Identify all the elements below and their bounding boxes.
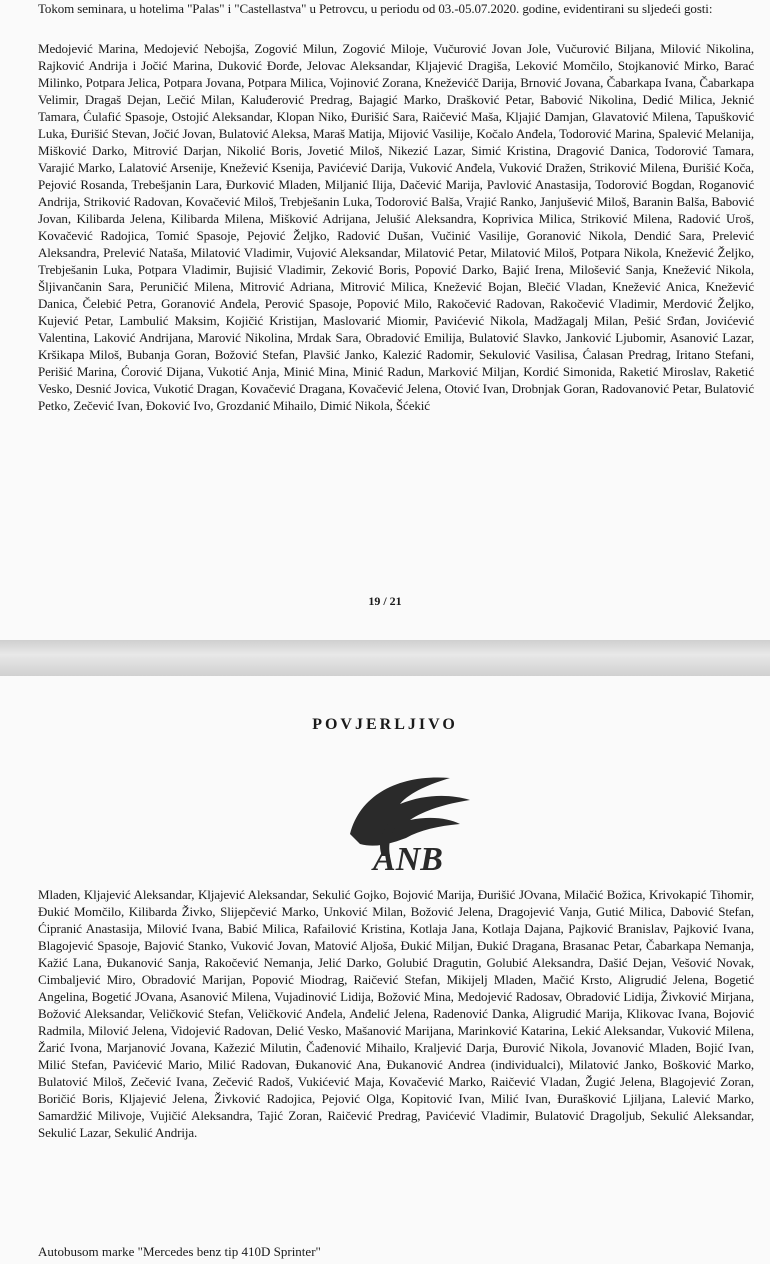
page-number: 19 / 21 [368, 594, 402, 608]
guest-list-part-1: Medojević Marina, Medojević Nebojša, Zogović Milun, Zogović Miloje, Vučurović Jovan Jole, Vučurović Biljana, Milović Nikolina, Rajković Andrija i Jočić Marina, Duković Đorđe, Jelovac Aleksandar, Kljajević Dragiša, Leković Momčilo, Stojkanović Mirko, Barać Milinko, Potpara Jelica, Potpara Jovana, Potpara Milica, Vojinović Zorana, Kneževićč Darija, Brnović Jovana, Čabarkapa Ivana, Čabarkapa Velimir, Dragaš Dejan, Lečić Milan, Kaluđerović Predrag, Bajagić Marko, Drašković Petar, Babović Nikolina, Dedić Milica, Jeknić Tamara, Ćulafić Spasoje, Ostojić Aleksandar, Klopan Niko, Đurišić Sara, Raičević Maša, Kljajić Damjan, Glavatović Milena, Tapušković Luka, Đurišić Stevan, Jočić Jovan, Bulatović Aleksa, Maraš Matija, Mijović Vasilije, Kočalo Anđela, Todorović Marina, Spalević Melanija, Mišković Darko, Mitrović Darjan, Nikolić Boris, Jovetić Miloš, Nikezić Lazar, Simić Kristina, Dragović Danica, Todorović Tamara, Varajić Marko, Lalatović Arsenije, Knežević Ksenija, Pavićević Darija, Vuković Anđela, Vuković Dražen, Striković Milena, Đurišić Koča, Pejović Rosanda, Trebešjanin Lara, Đurković Mladen, Miljanić Ilija, Dačević Marija, Pavlović Anastasija, Todorović Bogdan, Roganović Andrija, Striković Radovan, Kovačević Miloš, Trebješanin Luka, Todorović Balša, Vrajić Ranko, Janjušević Miloš, Baranin Balša, Babović Jovan, Kilibarda Jelena, Kilibarda Milena, Mišković Adrijana, Jelušić Aleksandra, Koprivica Milica, Striković Milena, Radović Uroš, Kovačević Radojica, Tomić Spasoje, Pejović Željko, Radović Dušan, Vučinić Vasilije, Goranović Nikola, Dendić Sara, Prelević Aleksandra, Prelević Nataša, Milatović Vladimir, Vujović Aleksandar, Milatović Petar, Milatović Miloš, Potpara Nikola, Knežević Željko, Trebješanin Luka, Potpara Vladimir, Bujisić Vladimir, Zeković Boris, Popović Darko, Bajić Irena, Milošević Sanja, Knežević Nikola, Šljivančanin Sara, Peruničić Milena, Mitrović Adriana, Mitrović Milica, Knežević Bojan, Blečić Vladan, Knežević Anica, Knežević Danica, Čelebić Petra, Goranović Anđela, Perović Spasoje, Popović Milo, Rakočević Radovan, Rakočević Vladimir, Merdović Željko, Kujević Petar, Lambulić Maksim, Kojičić Kristijan, Maslovarić Miomir, Pavićević Nikola, Madžagalj Milan, Pešić Srđan, Jovićević Valentina, Laković Andrijana, Marović Nikolina, Mrdak Sara, Obradović Emilija, Bulatović Slavko, Janković Ljubomir, Asanović Lazar, Kršikapa Miloš, Bubanja Goran, Božović Stefan, Plavšić Janko, Kalezić Radomir, Sekulović Vasilisa, Ćalasan Predrag, Iritano Stefani, Perišić Marina, Ćorović Dijana, Vukotić Anja, Minić Mina, Minić Radun, Marković Miljan, Kordić Simonida, Raketić Miroslav, Raketić Vesko, Desnić Jovica, Vukotić Dragan, Kovačević Dragana, Kovačević Jelena, Otović Ivan, Drobnjak Goran, Radovanović Petar, Bulatović Petko, Zečević Ivan, Đoković Ivo, Grozdanić Mihailo, Dimić Nikola, Šćekić [38, 41, 754, 413]
page-separator [0, 640, 770, 676]
anb-logo [330, 764, 490, 879]
guest-list-part-2: Mladen, Kljajević Aleksandar, Kljajević Aleksandar, Sekulić Gojko, Bojović Marija, Đurišić JOvana, Milačić Božica, Krivokapić Tihomir, Đukić Momčilo, Kilibarda Živko, Slijepčević Marko, Unković Milan, Božović Jelena, Dragojević Vanja, Gutić Milica, Dabović Stefan, Ćipranić Anastasija, Milović Ivana, Babić Milica, Rafailović Kristina, Kotlaja Jana, Kotlaja Dajana, Pajković Branislav, Pajković Ivana, Blagojević Spasoje, Bajović Stanko, Vuković Jovan, Matović Aljoša, Đukić Miljan, Đukić Dragana, Brasanac Petar, Čabarkapa Nemanja, Kažić Lana, Đukanović Sanja, Rakočević Nemanja, Jelić Darko, Golubić Dragutin, Golubić Aleksandra, Dašić Dejan, Vešović Novak, Cimbaljević Miro, Obradović Marijan, Popović Miodrag, Raičević Stefan, Mikijelj Mladen, Mačić Krsto, Aligrudić Jelena, Bogetić Angelina, Bogetić JOvana, Asanović Milena, Vujadinović Lidija, Božović Mina, Medojević Radosav, Obradović Lidija, Živković Mirjana, Božović Aleksandar, Veličković Stefan, Veličković Anđela, Anđelić Jelena, Radenović Danka, Aligrudić Marija, Klikovac Ivana, Bojović Radmila, Milović Jelena, Vidojević Radovan, Delić Vesko, Mašanović Marijana, Marinković Katarina, Lekić Aleksandar, Vuković Milena, Žarić Ivona, Marjanović Jovana, Kažezić Milutin, Čađenović Mihailo, Kraljević Darja, Đurović Nikola, Jovanović Mladen, Bojić Ivan, Milić Stefan, Pavićević Mario, Milić Radovan, Đukanović Ana, Đukanović Andrea (individualci), Milatović Janko, Bošković Marko, Bulatović Miloš, Zečević Ivana, Zečević Radoš, Vukićević Maja, Kovačević Marko, Raičević Vladan, Žugić Jelena, Blagojević Zoran, Boričić Boris, Kljajević Jelena, Živković Radojica, Pejović Olga, Kopitović Ivan, Milić Ivan, Đurašković Ljiljana, Lalević Marko, Samardžić Milivoje, Vujičić Aleksandra, Tajić Zoran, Raičević Predrag, Pavićević Vladimir, Bulatović Dragoljub, Sekulić Aleksandar, Sekulić Lazar, Sekulić Andrija. [38, 887, 754, 1140]
document-page-20 [0, 676, 770, 1264]
seminar-intro: Tokom seminara, u hotelima "Palas" i "Castellastva" u Petrovcu, u periodu od 03.-05.07.2020. godine, evidentirani su sljedeći gosti: [38, 1, 713, 16]
logo-text: ANB [373, 841, 443, 878]
confidential-title: POVJERLJIVO [312, 716, 458, 733]
bus-line: Autobusom marke "Mercedes benz tip 410D Sprinter" [38, 1244, 321, 1259]
eagle-icon [330, 764, 490, 879]
